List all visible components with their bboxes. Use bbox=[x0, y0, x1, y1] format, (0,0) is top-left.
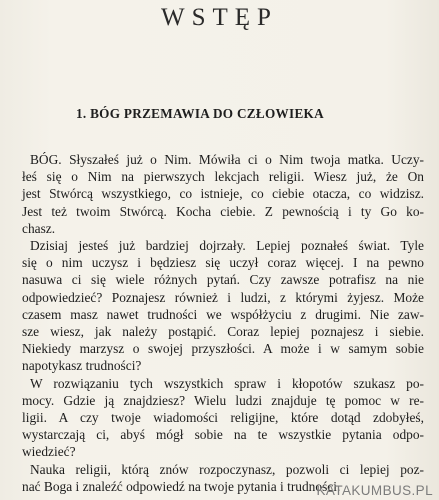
text-line: ligii. A czy twoje wiadomości religijne, które dotąd zdobyłeś, bbox=[22, 410, 424, 426]
text-line: Dzisiaj jesteś już bardziej dojrzały. Lepiej poznałeś świat. Tyle bbox=[30, 238, 424, 254]
text-line: łeś się o Nim na pierwszych lekcjach religii. Wiesz już, że On bbox=[22, 169, 424, 185]
chapter-title: WSTĘP bbox=[161, 4, 278, 31]
text-line: sze wiesz, jak należy postąpić. Coraz lepiej poznajesz i siebie. bbox=[22, 324, 424, 340]
text-line: chasz. bbox=[22, 220, 56, 236]
text-line: Nauka religii, którą znów rozpoczynasz, pozwoli ci lepiej poz- bbox=[30, 461, 424, 477]
text-line: nać Boga i znaleźć odpowiedź na twoje pytania i trudności. bbox=[22, 478, 341, 494]
section-title: 1. BÓG PRZEMAWIA DO CZŁOWIEKA bbox=[76, 106, 324, 121]
text-line: Niekiedy marzysz o swojej przyszłości. A może i w samym sobie bbox=[22, 341, 424, 357]
paragraph bbox=[22, 375, 424, 461]
watermark: KATAKUMBUS.PL bbox=[316, 483, 433, 498]
text-line: napotykasz trudności? bbox=[22, 358, 142, 374]
text-line: się o nim uczysz i będziesz się uczył coraz więcej. I na pewno bbox=[22, 255, 424, 271]
text-line: nasuwa ci się wiele różnych pytań. Czy zawsze potrafisz na nie bbox=[22, 272, 424, 288]
body-text bbox=[22, 151, 424, 495]
text-line: Jest też twoim Stwórcą. Kocha ciebie. Z pewnością i ty Go ko- bbox=[22, 203, 424, 219]
paragraph bbox=[22, 237, 424, 375]
text-line: odpowiedzieć? Poznajesz również i ludzi, z którymi żyjesz. Może bbox=[22, 289, 424, 305]
text-line: jest Stwórcą wszystkiego, co istnieje, co ciebie otacza, co widzisz. bbox=[22, 186, 424, 202]
text-line: czasem masz nawet trudności we współżyciu z drugimi. Nie zaw- bbox=[22, 306, 424, 322]
text-line: W rozwiązaniu tych wszystkich spraw i kłopotów szukasz po- bbox=[30, 375, 424, 391]
text-line: BÓG. Słyszałeś już o Nim. Mówiła ci o Nim twoja matka. Uczy- bbox=[30, 152, 424, 167]
text-line: mocy. Gdzie ją znajdziesz? Wielu ludzi znajduje tę pomoc w re- bbox=[22, 392, 424, 408]
text-line: wystarczają ci, abyś mógł sobie na te wszystkie pytania odpo- bbox=[22, 427, 424, 443]
paragraph bbox=[22, 151, 424, 237]
text-line: wiedzieć? bbox=[22, 444, 76, 460]
